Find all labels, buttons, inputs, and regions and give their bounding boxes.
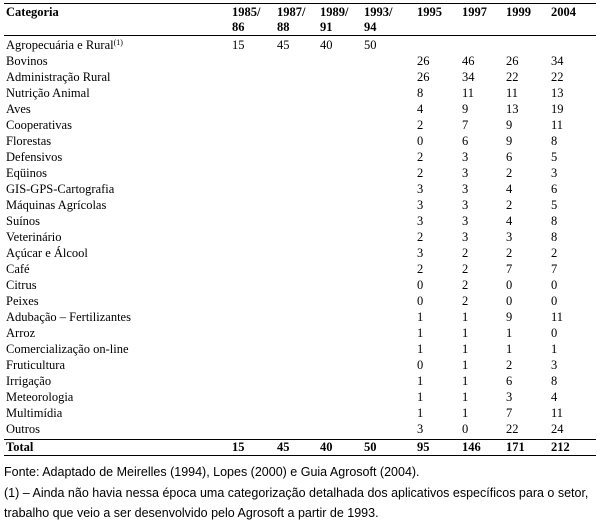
cell-value [318, 245, 362, 261]
cell-value [230, 53, 275, 69]
cell-value: 3 [462, 214, 469, 228]
cell-value [318, 53, 362, 69]
table-body [4, 36, 596, 440]
cell-value [230, 133, 275, 149]
cell-value [275, 373, 318, 389]
table-row [4, 421, 596, 440]
cell-value: 3 [551, 358, 558, 372]
cell-value [230, 101, 275, 117]
row-category: Arroz [6, 326, 36, 340]
cell-value: 13 [506, 102, 519, 116]
cell-value: 0 [506, 294, 513, 308]
cell-value [275, 165, 318, 181]
cell-value: 2 [417, 230, 424, 244]
cell-value [318, 133, 362, 149]
cell-value: 0 [417, 358, 424, 372]
cell-value [318, 229, 362, 245]
cell-value [230, 197, 275, 213]
cell-value [318, 405, 362, 421]
table-row [4, 229, 596, 245]
row-category: Defensivos [6, 150, 63, 164]
data-table [4, 3, 596, 456]
cell-value: 2 [506, 358, 513, 372]
row-category: Irrigação [6, 374, 52, 388]
cell-value: 3 [417, 214, 424, 228]
cell-value [549, 36, 596, 54]
table-row [4, 36, 596, 54]
cell-value [362, 85, 415, 101]
cell-value [318, 293, 362, 309]
cell-value [362, 133, 415, 149]
cell-value: 2 [417, 262, 424, 276]
table-row [4, 149, 596, 165]
cell-value: 11 [462, 86, 475, 100]
cell-value: 19 [551, 102, 564, 116]
cell-value: 34 [462, 70, 475, 84]
cell-value [275, 213, 318, 229]
cell-value [362, 53, 415, 69]
cell-value: 7 [506, 406, 513, 420]
cell-value: 1 [551, 342, 558, 356]
cell-value [415, 36, 460, 54]
cell-value [275, 309, 318, 325]
row-category: Meteorologia [6, 390, 74, 404]
cell-value [275, 421, 318, 440]
cell-value: 1 [417, 310, 424, 324]
cell-value [275, 69, 318, 85]
row-category: Citrus [6, 278, 37, 292]
row-category: Nutrição Animal [6, 86, 90, 100]
cell-value: 0 [417, 278, 424, 292]
header-period: 1995 [417, 5, 442, 19]
cell-value: 50 [364, 38, 377, 52]
cell-value: 3 [462, 166, 469, 180]
cell-value: 26 [417, 70, 430, 84]
row-category: Fruticultura [6, 358, 66, 372]
table-row [4, 373, 596, 389]
total-row [4, 440, 596, 456]
cell-value: 26 [506, 54, 519, 68]
table-row [4, 117, 596, 133]
cell-value [362, 229, 415, 245]
cell-value: 3 [417, 246, 424, 260]
cell-value [230, 421, 275, 440]
cell-value: 22 [551, 70, 564, 84]
cell-value: 22 [506, 422, 519, 436]
cell-value [275, 405, 318, 421]
header-period: 1997 [462, 5, 487, 19]
cell-value: 7 [551, 262, 558, 276]
cell-value [362, 181, 415, 197]
cell-value: 34 [551, 54, 564, 68]
cell-value [230, 85, 275, 101]
total-value: 50 [364, 440, 377, 454]
cell-value: 5 [551, 150, 558, 164]
cell-value [362, 373, 415, 389]
header-row [4, 4, 596, 36]
table-row [4, 85, 596, 101]
total-value: 40 [320, 440, 333, 454]
cell-value [460, 36, 504, 54]
row-category: Florestas [6, 134, 52, 148]
cell-value [362, 421, 415, 440]
cell-value [275, 245, 318, 261]
cell-value: 6 [551, 182, 558, 196]
cell-value [362, 357, 415, 373]
cell-value: 24 [551, 422, 564, 436]
total-value: 15 [232, 440, 245, 454]
cell-value [318, 213, 362, 229]
cell-value [275, 261, 318, 277]
cell-value [275, 149, 318, 165]
table-row [4, 389, 596, 405]
cell-value: 8 [551, 374, 558, 388]
table-row [4, 213, 596, 229]
cell-value: 1 [462, 390, 469, 404]
cell-value: 0 [417, 294, 424, 308]
cell-value: 0 [551, 278, 558, 292]
cell-value: 3 [417, 198, 424, 212]
cell-value [275, 181, 318, 197]
row-category: Açúcar e Álcool [6, 246, 88, 260]
cell-value [230, 245, 275, 261]
cell-value [230, 213, 275, 229]
cell-value [230, 69, 275, 85]
cell-value [275, 117, 318, 133]
cell-value [230, 261, 275, 277]
cell-value: 45 [277, 38, 290, 52]
cell-value: 3 [462, 198, 469, 212]
cell-value: 8 [417, 86, 424, 100]
cell-value: 1 [462, 374, 469, 388]
cell-value [230, 357, 275, 373]
cell-value: 0 [551, 326, 558, 340]
cell-value [318, 341, 362, 357]
cell-value [318, 165, 362, 181]
cell-value: 46 [462, 54, 475, 68]
header-period: 1993/ 94 [364, 5, 393, 34]
table-row [4, 245, 596, 261]
cell-value: 1 [506, 326, 513, 340]
cell-value: 1 [506, 342, 513, 356]
cell-value [362, 309, 415, 325]
row-category: Outros [6, 422, 41, 436]
cell-value [230, 181, 275, 197]
cell-value: 0 [506, 278, 513, 292]
row-category: Suínos [6, 214, 41, 228]
cell-value [230, 325, 275, 341]
cell-value: 2 [506, 246, 513, 260]
cell-value: 0 [462, 422, 469, 436]
cell-value [362, 197, 415, 213]
cell-value: 13 [551, 86, 564, 100]
cell-value: 4 [551, 390, 558, 404]
cell-value: 11 [551, 118, 564, 132]
cell-value: 6 [506, 374, 513, 388]
cell-value [318, 261, 362, 277]
cell-value [275, 357, 318, 373]
cell-value [362, 245, 415, 261]
cell-value: 15 [232, 38, 245, 52]
row-category: Comercialização on-line [6, 342, 129, 356]
cell-value: 2 [506, 166, 513, 180]
cell-value [230, 149, 275, 165]
cell-value [230, 341, 275, 357]
cell-value: 1 [462, 342, 469, 356]
cell-value: 9 [462, 102, 469, 116]
cell-value [275, 341, 318, 357]
cell-value: 1 [462, 326, 469, 340]
cell-value [230, 293, 275, 309]
table-row [4, 325, 596, 341]
cell-value: 2 [417, 150, 424, 164]
row-category: Aves [6, 102, 31, 116]
header-period: 1989/ 91 [320, 5, 349, 34]
cell-value [362, 117, 415, 133]
row-category: Eqüinos [6, 166, 47, 180]
cell-value: 2 [462, 246, 469, 260]
cell-value: 7 [462, 118, 469, 132]
cell-value [318, 85, 362, 101]
row-category: Administração Rural [6, 70, 111, 84]
table-row [4, 405, 596, 421]
table-row [4, 309, 596, 325]
cell-value: 7 [506, 262, 513, 276]
cell-value: 11 [506, 86, 519, 100]
cell-value: 3 [462, 230, 469, 244]
total-value: 171 [506, 440, 525, 454]
table-row [4, 53, 596, 69]
row-category: Multimídia [6, 406, 63, 420]
cell-value [362, 101, 415, 117]
cell-value: 2 [551, 246, 558, 260]
cell-value [362, 165, 415, 181]
row-category: Máquinas Agrícolas [6, 198, 107, 212]
cell-value [275, 325, 318, 341]
total-label: Total [6, 440, 34, 454]
cell-value: 0 [417, 134, 424, 148]
cell-value [230, 165, 275, 181]
header-period: 1999 [506, 5, 531, 19]
cell-value [275, 389, 318, 405]
cell-value [230, 277, 275, 293]
table-row [4, 165, 596, 181]
cell-value [362, 405, 415, 421]
cell-value [362, 69, 415, 85]
source-note: Fonte: Adaptado de Meirelles (1994), Lopes (2000) e Guia Agrosoft (2004). [4, 465, 420, 479]
cell-value: 5 [551, 198, 558, 212]
cell-value: 3 [551, 166, 558, 180]
table-row [4, 293, 596, 309]
cell-value: 26 [417, 54, 430, 68]
cell-value: 8 [551, 134, 558, 148]
cell-value: 2 [462, 294, 469, 308]
cell-value [318, 69, 362, 85]
cell-value: 0 [551, 294, 558, 308]
cell-value: 9 [506, 134, 513, 148]
cell-value [318, 101, 362, 117]
table-container [4, 3, 596, 456]
table-row [4, 341, 596, 357]
cell-value: 9 [506, 310, 513, 324]
cell-value: 8 [551, 230, 558, 244]
table-row [4, 277, 596, 293]
table-row [4, 133, 596, 149]
cell-value: 22 [506, 70, 519, 84]
cell-value: 1 [417, 326, 424, 340]
cell-value [318, 149, 362, 165]
total-value: 95 [417, 440, 430, 454]
cell-value: 2 [506, 198, 513, 212]
cell-value [230, 373, 275, 389]
cell-value [318, 389, 362, 405]
cell-value: 9 [506, 118, 513, 132]
cell-value [362, 389, 415, 405]
table-row [4, 181, 596, 197]
cell-value: 11 [551, 310, 564, 324]
cell-value: 3 [462, 182, 469, 196]
cell-value: 2 [462, 262, 469, 276]
cell-value: 3 [417, 422, 424, 436]
total-value: 45 [277, 440, 290, 454]
cell-value: 4 [417, 102, 424, 116]
cell-value [362, 261, 415, 277]
cell-value [318, 277, 362, 293]
cell-value [275, 85, 318, 101]
row-category: GIS-GPS-Cartografia [6, 182, 115, 196]
cell-value [275, 53, 318, 69]
cell-value [318, 421, 362, 440]
cell-value: 2 [417, 166, 424, 180]
cell-value [362, 213, 415, 229]
cell-value [362, 149, 415, 165]
cell-value: 6 [462, 134, 469, 148]
cell-value [230, 309, 275, 325]
cell-value: 4 [506, 214, 513, 228]
table-row [4, 197, 596, 213]
footnote: (1) – Ainda não havia nessa época uma categorização detalhada dos aplicativos específicos para o setor, trabalho que veio a ser desenvolvido pelo Agrosoft a partir de 1993. [4, 486, 589, 520]
row-category: Bovinos [6, 54, 48, 68]
row-category: Peixes [6, 294, 39, 308]
total-value: 146 [462, 440, 481, 454]
cell-value [318, 181, 362, 197]
row-category: Agropecuária e Rural$^{(1)}$ [6, 38, 123, 52]
cell-value [362, 325, 415, 341]
cell-value [275, 277, 318, 293]
cell-value [504, 36, 549, 54]
cell-value [275, 197, 318, 213]
cell-value: 2 [462, 278, 469, 292]
cell-value: 1 [462, 310, 469, 324]
cell-value: 2 [417, 118, 424, 132]
row-category: Veterinário [6, 230, 62, 244]
cell-value: 11 [551, 406, 564, 420]
header-categoria: Categoria [6, 5, 59, 19]
cell-value [318, 325, 362, 341]
cell-value: 1 [417, 374, 424, 388]
cell-value [230, 389, 275, 405]
cell-value [362, 277, 415, 293]
table-row [4, 261, 596, 277]
cell-value: 1 [417, 406, 424, 420]
cell-value [275, 229, 318, 245]
header-period: 2004 [551, 5, 576, 19]
cell-value: 40 [320, 38, 333, 52]
cell-value: 8 [551, 214, 558, 228]
cell-value: 1 [462, 406, 469, 420]
total-value: 212 [551, 440, 570, 454]
cell-value: 3 [506, 230, 513, 244]
cell-value [318, 373, 362, 389]
table-row [4, 69, 596, 85]
cell-value [318, 309, 362, 325]
cell-value [230, 405, 275, 421]
cell-value: 4 [506, 182, 513, 196]
table-row [4, 101, 596, 117]
cell-value [275, 101, 318, 117]
header-period: 1985/ 86 [232, 5, 261, 34]
cell-value [318, 357, 362, 373]
cell-value [362, 293, 415, 309]
table-row [4, 357, 596, 373]
row-category: Café [6, 262, 30, 276]
cell-value: 1 [417, 342, 424, 356]
cell-value: 6 [506, 150, 513, 164]
cell-value: 1 [417, 390, 424, 404]
cell-value [230, 229, 275, 245]
row-category: Cooperativas [6, 118, 72, 132]
cell-value [318, 197, 362, 213]
cell-value [275, 293, 318, 309]
cell-value: 1 [462, 358, 469, 372]
cell-value: 3 [462, 150, 469, 164]
cell-value: 3 [506, 390, 513, 404]
cell-value [230, 117, 275, 133]
row-category: Adubação – Fertilizantes [6, 310, 131, 324]
cell-value [318, 117, 362, 133]
cell-value [362, 341, 415, 357]
cell-value: 3 [417, 182, 424, 196]
header-period: 1987/ 88 [277, 5, 306, 34]
footnote-marker: (1) [113, 38, 123, 47]
cell-value [275, 133, 318, 149]
